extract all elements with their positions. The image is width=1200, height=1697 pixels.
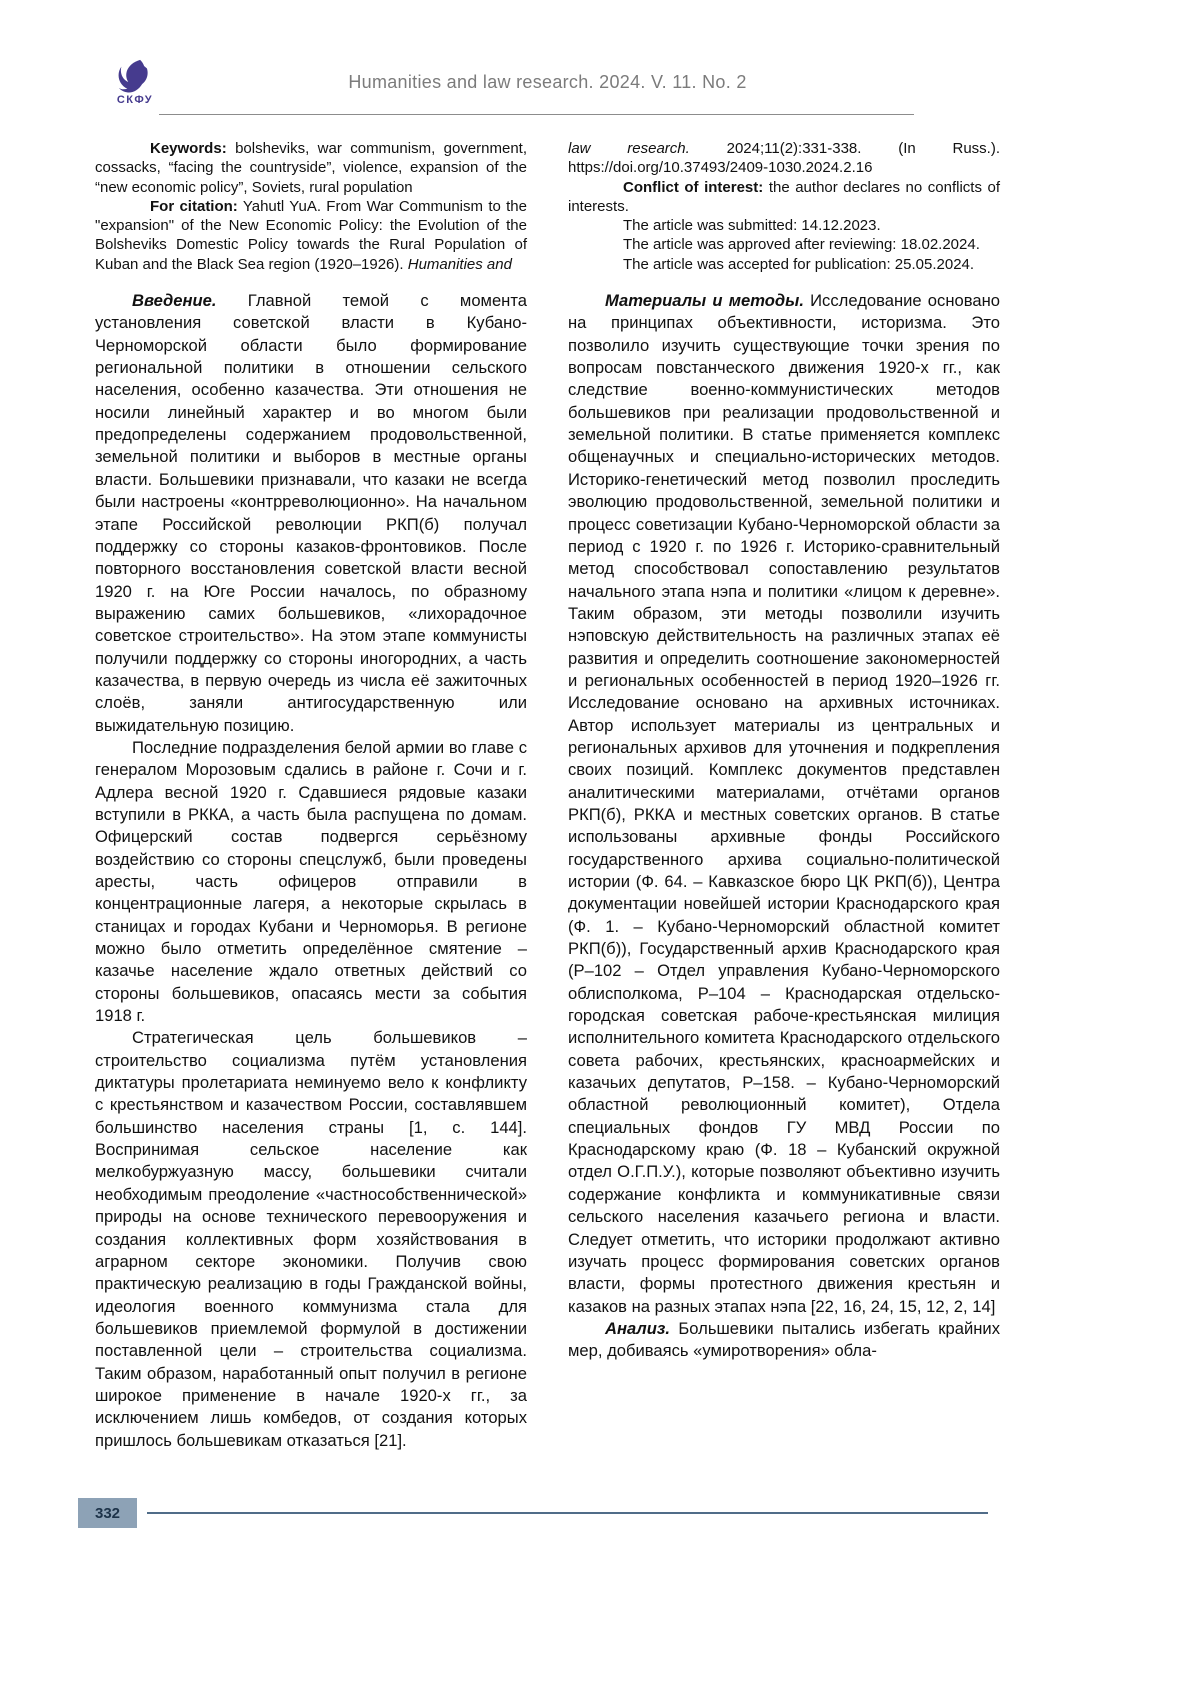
page-content bbox=[95, 0, 1000, 1452]
keywords-paragraph bbox=[95, 139, 527, 197]
paragraph-text: Главной темой с момента установления советской власти в Кубано-Черноморской области было формирование региональной политики в отношении сельского населения, особенно казачества. Эти отношения не носили линейный характер и во многом были предопределены содержанием продовольственной, земельной политики и выборов в местные органы власти. Большевики признавали, что казаки не всегда были настроены «контрреволюционно». На начальном этапе Российской революции РКП(б) получал поддержку со стороны казаков-фронтовиков. После повторного восстановления советской власти весной 1920 г. на Юге России началось, по образному выражению самих большевиков, «лихорадочное советское строительство». На этом этапе коммунисты получили поддержку со стороны иногородних, а часть казачества, в первую очередь из числа её зажиточных слоёв, заняли антигосударственную или выжидательную позицию. bbox=[95, 291, 527, 735]
date-approved: The article was approved after reviewing: 18.02.2024. bbox=[623, 236, 980, 254]
university-logo bbox=[95, 59, 175, 106]
conflict-of-interest-text: the author declares no conflicts of interests. bbox=[568, 178, 1001, 215]
section-lead-analysis: Анализ. bbox=[605, 1318, 670, 1338]
paragraph bbox=[95, 1027, 527, 1452]
keywords-text: bolsheviks, war communism, government, cossacks, “facing the countryside”, violence, expansion of the “new economic policy”, Soviets, rural population bbox=[95, 140, 527, 196]
journal-title: Humanities and law research. 2024. V. 11. No. 2 bbox=[348, 71, 747, 92]
section-lead-materials-methods: Материалы и методы. bbox=[605, 291, 804, 311]
citation-continuation-italic: law research. bbox=[568, 140, 690, 157]
header-divider bbox=[159, 114, 914, 115]
citation-text: Yahutl YuA. From War Communism to the "expansion" of the New Economic Policy: the Evolution of the Bolsheviks Domestic Policy towards the Rural Population of Kuban and the Black Sea region (1920–1926). bbox=[95, 197, 527, 273]
citation-continuation-paragraph bbox=[568, 139, 1000, 178]
paragraph-materials-methods bbox=[568, 290, 1000, 1318]
paragraph-analysis bbox=[568, 1318, 1000, 1363]
keywords-label: Keywords: bbox=[150, 140, 227, 157]
front-matter-right-column bbox=[568, 139, 1000, 274]
section-lead-introduction: Введение. bbox=[132, 291, 217, 311]
date-accepted: The article was accepted for publication: 25.05.2024. bbox=[623, 255, 975, 273]
date-submitted: The article was submitted: 14.12.2023. bbox=[623, 217, 881, 235]
article-dates bbox=[568, 216, 1000, 274]
paragraph-text: Большевики пытались избегать крайних мер, добиваясь «умиротворения» обла- bbox=[568, 1318, 1000, 1361]
paragraph bbox=[95, 737, 527, 1027]
university-logo-abbr: СКФУ bbox=[116, 93, 154, 106]
front-matter-left-column bbox=[95, 139, 527, 274]
body-right-column bbox=[568, 290, 1000, 1452]
conflict-of-interest-paragraph bbox=[568, 178, 1000, 217]
footer-divider bbox=[147, 1512, 988, 1514]
body-left-column bbox=[95, 290, 527, 1452]
citation-paragraph bbox=[95, 197, 527, 274]
paragraph-text: Стратегическая цель большевиков – строительство социализма путём установления диктатуры пролетариата неминуемо вело к конфликту с крестьянством и казачеством России, составлявшем большинство населения страны [1, с. 144]. Воспринимая сельское население как мелкобуржуазную массу, большевики считали необходимым преодоление «частнособственнической» природы на основе технического перевооружения и создания коллективных форм хозяйствования в аграрном секторе экономики. Получив свою практическую реализацию в годы Гражданской войны, идеология военного коммунизма стала для большевиков приемлемой формулой в достижении поставленной цели – строительства социализма. Таким образом, наработанный опыт получил в регионе широкое применение в начале 1920-х гг., за исключением лишь комбедов, от создания которых пришлось большевикам отказаться [21]. bbox=[95, 1028, 527, 1450]
page-header bbox=[95, 0, 1000, 114]
page-footer bbox=[0, 1496, 1200, 1530]
paragraph-text: Исследование основано на принципах объективности, историзма. Это позволило изучить существующие точки зрения по вопросам повстанческого движения 1920-х гг., как следствие военно-коммунистических методов большевиков при реализации продовольственной и земельной политики. В статье применяется комплекс общенаучных и специально-исторических методов. Историко-генетический метод позволил проследить эволюцию продовольственной, земельной политики и процесс советизации Кубано-Черноморской области за период с 1920 г. по 1926 г. Историко-сравнительный метод способствовал сопоставлению результатов начального этапа нэпа и политики «лицом к деревне». Таким образом, эти методы позволили изучить нэповскую действительность на различных этапах её развития и определить соотношение закономерностей и региональных особенностей в период 1920–1926 гг. Исследование основано на архивных источниках. Автор использует материалы из центральных и региональных архивов для уточнения и подкрепления своих позиций. Комплекс документов представлен аналитическими материалами, отчётами органов РКП(б), РККА и местных советских органов. В статье использованы архивные фонды Российского государственного архива социально-политической истории (Ф. 64. – Кавказское бюро ЦК РКП(б)), Центра документации новейшей истории Краснодарского края (Ф. 1. – Кубано-Черноморский областной комитет РКП(б)), Государственный архив Краснодарского края (Р–102 – Отдел управления Кубано-Черноморского облисполкома, Р–104 – Краснодарская отдельско-городская советская рабоче-крестьянская милиция исполнительного комитета Краснодарского отдельского совета рабочих, крестьянских, красноармейских и казачьих депутатов, Р–158. – Кубано-Черноморский областной революционный комитет), Отдела специальных фондов ГУ МВД России по Краснодарскому краю (Ф. 18 – Кубанский окружной отдел О.Г.П.У.), которые позволяют объективно изучить содержание конфликта и коммуникативные связи сельского населения казачьего региона и власти. Следует отметить, что историки продолжают активно изучать процесс формирования советских органов власти, формы протестного движения крестьян и казаков на разных этапах нэпа [22, 16, 24, 15, 12, 2, 14] bbox=[568, 291, 1000, 1316]
skfu-wing-icon bbox=[116, 59, 154, 93]
paragraph-text: Последние подразделения белой армии во главе с генералом Морозовым сдались в районе г. Сочи и г. Адлера весной 1920 г. Сдавшиеся рядовые казаки вступили в РККА, а часть была распущена по домам. Офицерский состав подвергся серьёзному воздействию со стороны спецслужб, были проведены аресты, часть офицеров отправили в концентрационные лагеря, а некоторые скрылась в станицах и городах Кубани и Черноморья. В регионе можно было отметить определённое смятение – казачье население ждало ответных действий со стороны большевиков, опасаясь мести за события 1918 г. bbox=[95, 737, 527, 1026]
citation-continuation-text: 2024;11(2):331-338. (In Russ.). https://doi.org/10.37493/2409-1030.2024.2.16 bbox=[568, 140, 1001, 177]
paragraph-introduction bbox=[95, 290, 527, 737]
citation-label: For citation: bbox=[150, 197, 238, 215]
front-matter bbox=[95, 139, 1000, 274]
article-body bbox=[95, 290, 1000, 1452]
page-number-badge: 332 bbox=[78, 1498, 137, 1528]
citation-journal-italic: Humanities and bbox=[407, 255, 512, 273]
conflict-of-interest-label: Conflict of interest: bbox=[623, 178, 764, 196]
